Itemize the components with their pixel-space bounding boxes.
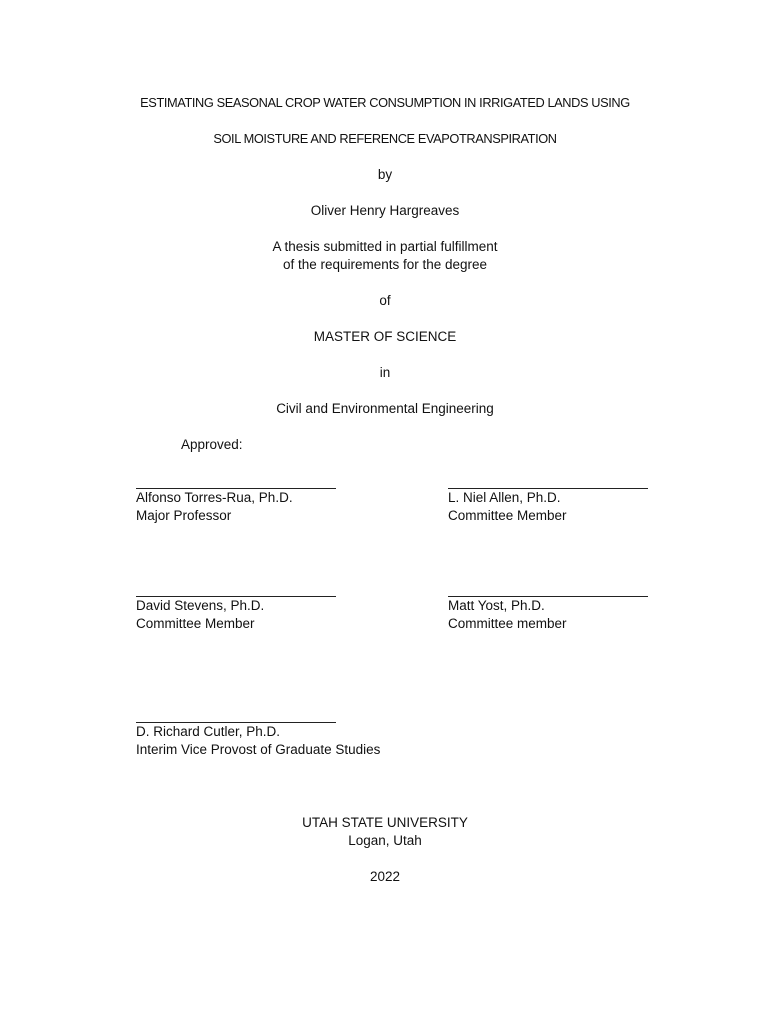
signatory-role: Major Professor <box>136 508 232 523</box>
in-text: in <box>379 365 391 380</box>
signatory-role: Committee member <box>448 616 567 631</box>
signatory-name: Alfonso Torres-Rua, Ph.D. <box>136 490 293 505</box>
signatory-role: Committee Member <box>136 616 255 631</box>
thesis-statement-line-2: of the requirements for the degree <box>282 257 488 272</box>
signatory-name: Matt Yost, Ph.D. <box>448 598 545 613</box>
of-text: of <box>379 293 391 308</box>
signatory-role: Interim Vice Provost of Graduate Studies <box>136 742 381 757</box>
signatory-name: D. Richard Cutler, Ph.D. <box>136 724 281 739</box>
field-of-study: Civil and Environmental Engineering <box>276 401 494 416</box>
approved-label: Approved: <box>181 437 243 452</box>
degree-name: MASTER OF SCIENCE <box>313 329 457 344</box>
institution-location: Logan, Utah <box>348 833 422 848</box>
institution-name: UTAH STATE UNIVERSITY <box>302 815 468 830</box>
signatory-role: Committee Member <box>448 508 567 523</box>
thesis-title-line-2: SOIL MOISTURE AND REFERENCE EVAPOTRANSPIRATION <box>213 131 557 146</box>
publication-year: 2022 <box>369 869 401 884</box>
signatory-name: David Stevens, Ph.D. <box>136 598 265 613</box>
by-text: by <box>377 167 393 182</box>
thesis-statement-line-1: A thesis submitted in partial fulfillment <box>272 239 498 254</box>
thesis-title-line-1: ESTIMATING SEASONAL CROP WATER CONSUMPTION IN IRRIGATED LANDS USING <box>140 95 630 110</box>
author-name: Oliver Henry Hargreaves <box>310 203 460 218</box>
signatory-name: L. Niel Allen, Ph.D. <box>448 490 561 505</box>
